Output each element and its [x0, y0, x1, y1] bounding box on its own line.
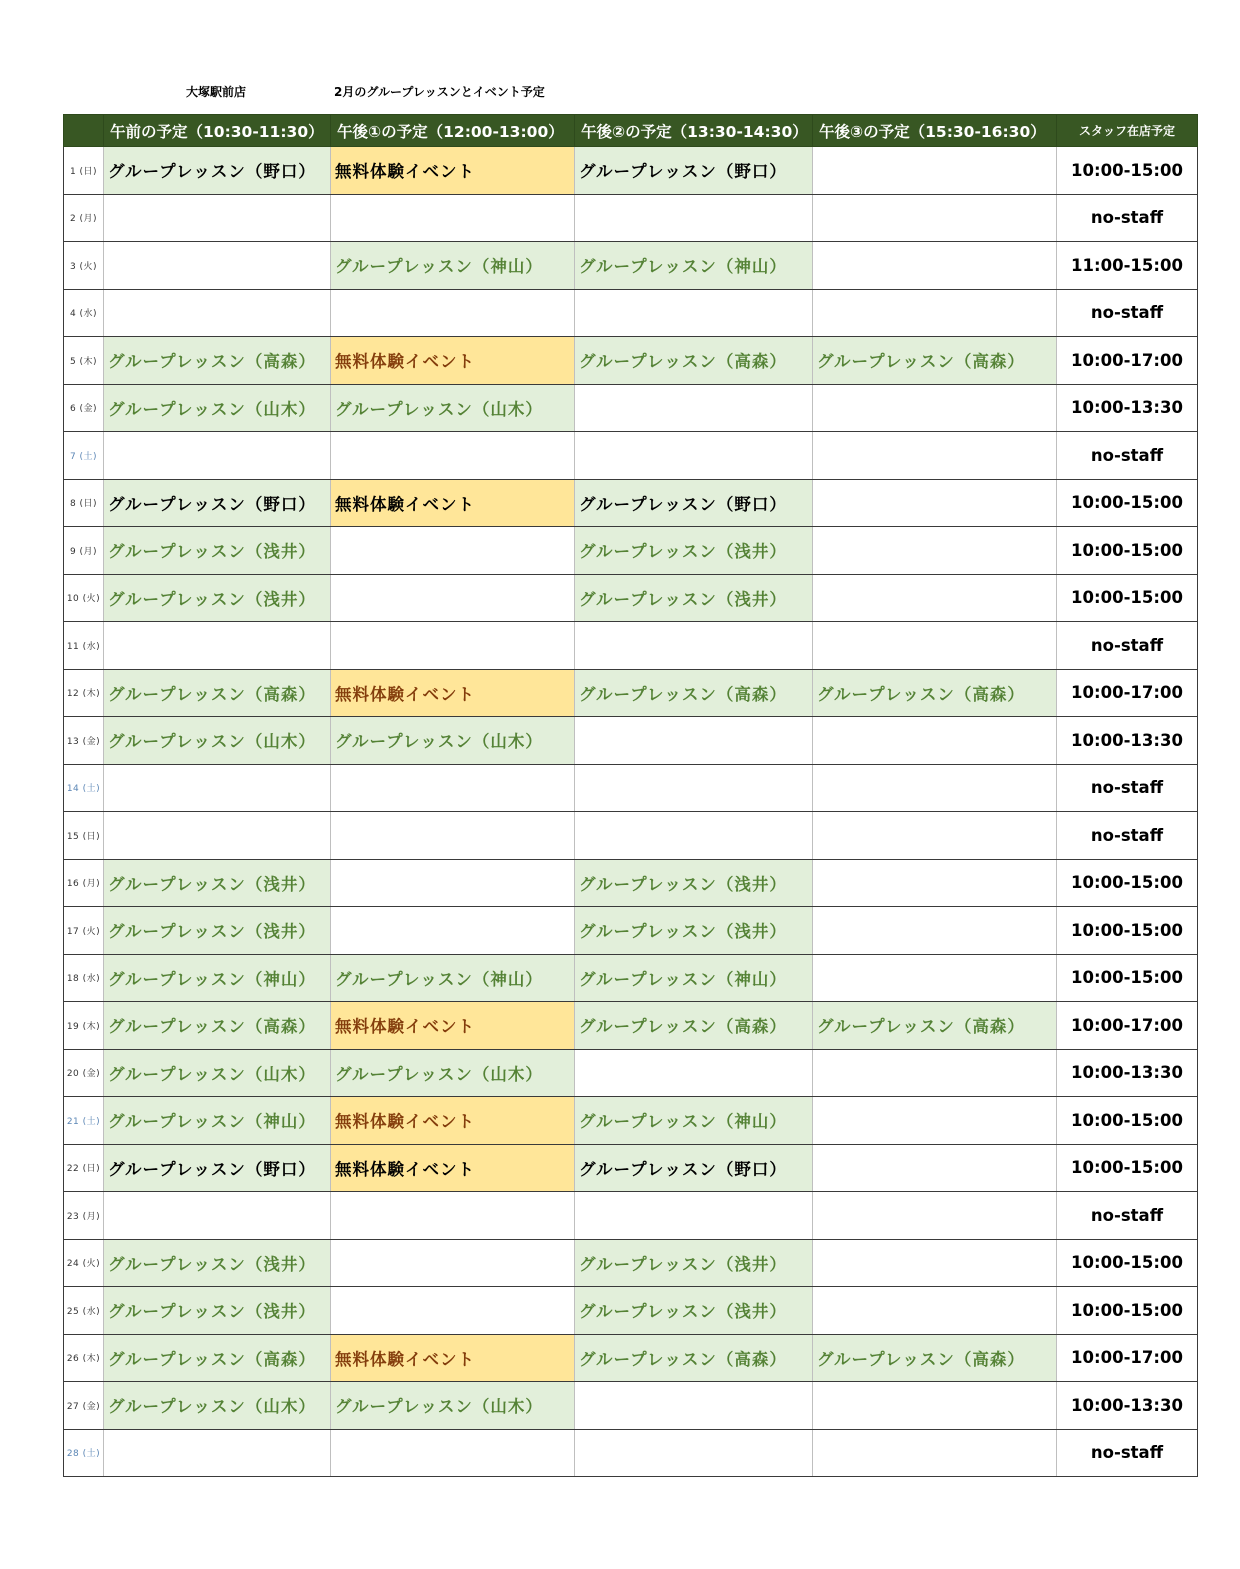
slot-p1: 無料体験イベント	[331, 337, 575, 385]
header-staff: スタッフ在店予定	[1057, 115, 1198, 147]
slot-p3	[813, 1239, 1057, 1287]
slot-p3	[813, 812, 1057, 860]
slot-am: グループレッスン（山木）	[104, 384, 331, 432]
staff-hours-cell: 10:00-13:30	[1057, 1382, 1198, 1430]
header-date	[64, 115, 104, 147]
slot-p2: グループレッスン（野口）	[575, 1144, 813, 1192]
staff-hours-cell: 10:00-15:00	[1057, 1144, 1198, 1192]
staff-hours-cell: no-staff	[1057, 764, 1198, 812]
slot-p3	[813, 764, 1057, 812]
staff-hours-cell: 10:00-15:00	[1057, 954, 1198, 1002]
staff-hours-cell: 10:00-17:00	[1057, 337, 1198, 385]
slot-am: グループレッスン（浅井）	[104, 1239, 331, 1287]
date-cell: 7 (土)	[64, 432, 104, 480]
slot-p2: グループレッスン（浅井）	[575, 1239, 813, 1287]
slot-p3: グループレッスン（高森）	[813, 1002, 1057, 1050]
slot-am	[104, 242, 331, 290]
slot-p2	[575, 1382, 813, 1430]
header-pm3: 午後③の予定（15:30-16:30）	[813, 115, 1057, 147]
table-row	[64, 1097, 1198, 1145]
date-cell: 14 (土)	[64, 764, 104, 812]
staff-hours-cell: 10:00-15:00	[1057, 1239, 1198, 1287]
date-cell: 26 (木)	[64, 1334, 104, 1382]
table-row	[64, 527, 1198, 575]
slot-am: グループレッスン（野口）	[104, 479, 331, 527]
date-cell: 21 (土)	[64, 1097, 104, 1145]
slot-p2: グループレッスン（野口）	[575, 147, 813, 195]
slot-am	[104, 764, 331, 812]
staff-hours-cell: 10:00-17:00	[1057, 669, 1198, 717]
staff-hours-cell: 10:00-15:00	[1057, 147, 1198, 195]
slot-am: グループレッスン（高森）	[104, 337, 331, 385]
slot-p1	[331, 907, 575, 955]
staff-hours-cell: 10:00-13:30	[1057, 1049, 1198, 1097]
date-cell: 22 (日)	[64, 1144, 104, 1192]
table-row	[64, 479, 1198, 527]
slot-p3	[813, 622, 1057, 670]
slot-p2	[575, 1049, 813, 1097]
slot-p2: グループレッスン（神山）	[575, 1097, 813, 1145]
table-row	[64, 717, 1198, 765]
table-row	[64, 147, 1198, 195]
date-cell: 16 (月)	[64, 859, 104, 907]
slot-p3	[813, 194, 1057, 242]
slot-p2: グループレッスン（浅井）	[575, 1287, 813, 1335]
slot-p2: グループレッスン（神山）	[575, 954, 813, 1002]
slot-p3	[813, 432, 1057, 480]
slot-p2: グループレッスン（高森）	[575, 669, 813, 717]
slot-p1	[331, 859, 575, 907]
slot-p1: 無料体験イベント	[331, 1144, 575, 1192]
slot-p2	[575, 1429, 813, 1477]
slot-p3	[813, 907, 1057, 955]
slot-p3	[813, 1049, 1057, 1097]
slot-p3	[813, 1287, 1057, 1335]
slot-p1: グループレッスン（山木）	[331, 717, 575, 765]
staff-hours-cell: 10:00-15:00	[1057, 479, 1198, 527]
slot-p1: グループレッスン（山木）	[331, 384, 575, 432]
slot-am: グループレッスン（山木）	[104, 717, 331, 765]
table-row	[64, 1429, 1198, 1477]
table-row	[64, 242, 1198, 290]
staff-hours-cell: 10:00-15:00	[1057, 574, 1198, 622]
slot-p1: グループレッスン（山木）	[331, 1382, 575, 1430]
slot-am	[104, 194, 331, 242]
staff-hours-cell: no-staff	[1057, 1192, 1198, 1240]
date-cell: 15 (日)	[64, 812, 104, 860]
table-row	[64, 1334, 1198, 1382]
slot-am: グループレッスン（浅井）	[104, 574, 331, 622]
slot-p2	[575, 764, 813, 812]
date-cell: 20 (金)	[64, 1049, 104, 1097]
staff-hours-cell: no-staff	[1057, 289, 1198, 337]
schedule-table	[63, 114, 1198, 1477]
table-row	[64, 337, 1198, 385]
slot-p2	[575, 384, 813, 432]
slot-p3	[813, 1192, 1057, 1240]
slot-am: グループレッスン（神山）	[104, 1097, 331, 1145]
slot-am: グループレッスン（野口）	[104, 147, 331, 195]
table-row	[64, 384, 1198, 432]
slot-p1	[331, 1192, 575, 1240]
slot-am: グループレッスン（浅井）	[104, 1287, 331, 1335]
slot-p3: グループレッスン（高森）	[813, 669, 1057, 717]
date-cell: 8 (日)	[64, 479, 104, 527]
slot-p3	[813, 1144, 1057, 1192]
slot-p1	[331, 289, 575, 337]
table-row	[64, 1049, 1198, 1097]
slot-am: グループレッスン（浅井）	[104, 907, 331, 955]
slot-p1	[331, 1287, 575, 1335]
staff-hours-cell: 10:00-15:00	[1057, 907, 1198, 955]
slot-am: グループレッスン（高森）	[104, 1002, 331, 1050]
table-row	[64, 1192, 1198, 1240]
table-row	[64, 954, 1198, 1002]
slot-p1: 無料体験イベント	[331, 147, 575, 195]
staff-hours-cell: 10:00-17:00	[1057, 1334, 1198, 1382]
slot-p1	[331, 194, 575, 242]
sheet-title: 2月のグループレッスンとイベント予定	[334, 85, 545, 99]
slot-p2: グループレッスン（高森）	[575, 337, 813, 385]
date-cell: 6 (金)	[64, 384, 104, 432]
slot-p2	[575, 812, 813, 860]
slot-p2: グループレッスン（浅井）	[575, 859, 813, 907]
slot-p1	[331, 574, 575, 622]
table-row	[64, 432, 1198, 480]
slot-am: グループレッスン（山木）	[104, 1049, 331, 1097]
slot-p1: 無料体験イベント	[331, 479, 575, 527]
slot-p3	[813, 289, 1057, 337]
slot-p1	[331, 812, 575, 860]
staff-hours-cell: no-staff	[1057, 432, 1198, 480]
slot-p3	[813, 384, 1057, 432]
table-row	[64, 812, 1198, 860]
staff-hours-cell: no-staff	[1057, 622, 1198, 670]
slot-p1: グループレッスン（山木）	[331, 1049, 575, 1097]
slot-p2: グループレッスン（神山）	[575, 242, 813, 290]
table-row	[64, 1382, 1198, 1430]
slot-p3	[813, 954, 1057, 1002]
date-cell: 11 (水)	[64, 622, 104, 670]
slot-p1: グループレッスン（神山）	[331, 954, 575, 1002]
slot-p2	[575, 194, 813, 242]
header-pm1: 午後①の予定（12:00-13:00）	[331, 115, 575, 147]
slot-p1	[331, 527, 575, 575]
date-cell: 28 (土)	[64, 1429, 104, 1477]
slot-am: グループレッスン（神山）	[104, 954, 331, 1002]
table-row	[64, 1287, 1198, 1335]
date-cell: 25 (水)	[64, 1287, 104, 1335]
staff-hours-cell: no-staff	[1057, 1429, 1198, 1477]
date-cell: 10 (火)	[64, 574, 104, 622]
table-row	[64, 289, 1198, 337]
slot-p1	[331, 622, 575, 670]
slot-am: グループレッスン（浅井）	[104, 527, 331, 575]
date-cell: 3 (火)	[64, 242, 104, 290]
date-cell: 13 (金)	[64, 717, 104, 765]
date-cell: 27 (金)	[64, 1382, 104, 1430]
table-row	[64, 669, 1198, 717]
slot-p2	[575, 717, 813, 765]
slot-am: グループレッスン（山木）	[104, 1382, 331, 1430]
slot-p1: 無料体験イベント	[331, 669, 575, 717]
slot-am: グループレッスン（高森）	[104, 669, 331, 717]
staff-hours-cell: 10:00-15:00	[1057, 1097, 1198, 1145]
date-cell: 5 (木)	[64, 337, 104, 385]
slot-p2: グループレッスン（浅井）	[575, 574, 813, 622]
slot-p3	[813, 859, 1057, 907]
table-row	[64, 1239, 1198, 1287]
table-row	[64, 1002, 1198, 1050]
date-cell: 1 (日)	[64, 147, 104, 195]
slot-p3	[813, 1429, 1057, 1477]
header-morning: 午前の予定（10:30-11:30）	[104, 115, 331, 147]
staff-hours-cell: 10:00-15:00	[1057, 527, 1198, 575]
slot-am	[104, 432, 331, 480]
slot-am	[104, 1192, 331, 1240]
slot-p1: 無料体験イベント	[331, 1097, 575, 1145]
store-name: 大塚駅前店	[186, 85, 247, 99]
slot-p2	[575, 432, 813, 480]
date-cell: 4 (水)	[64, 289, 104, 337]
slot-p3	[813, 1382, 1057, 1430]
staff-hours-cell: 10:00-13:30	[1057, 384, 1198, 432]
header-pm2: 午後②の予定（13:30-14:30）	[575, 115, 813, 147]
slot-p1: グループレッスン（神山）	[331, 242, 575, 290]
slot-p3	[813, 717, 1057, 765]
slot-p2: グループレッスン（高森）	[575, 1334, 813, 1382]
staff-hours-cell: 10:00-15:00	[1057, 1287, 1198, 1335]
slot-p3: グループレッスン（高森）	[813, 337, 1057, 385]
schedule-body	[64, 147, 1198, 1477]
staff-hours-cell: no-staff	[1057, 812, 1198, 860]
slot-p3	[813, 527, 1057, 575]
table-row	[64, 1144, 1198, 1192]
slot-p2	[575, 622, 813, 670]
staff-hours-cell: 10:00-17:00	[1057, 1002, 1198, 1050]
slot-p3	[813, 574, 1057, 622]
slot-p1	[331, 764, 575, 812]
date-cell: 9 (月)	[64, 527, 104, 575]
staff-hours-cell: 11:00-15:00	[1057, 242, 1198, 290]
slot-am	[104, 289, 331, 337]
slot-am: グループレッスン（浅井）	[104, 859, 331, 907]
slot-am	[104, 812, 331, 860]
slot-p3: グループレッスン（高森）	[813, 1334, 1057, 1382]
staff-hours-cell: 10:00-15:00	[1057, 859, 1198, 907]
table-row	[64, 907, 1198, 955]
slot-am: グループレッスン（野口）	[104, 1144, 331, 1192]
slot-am	[104, 622, 331, 670]
table-row	[64, 194, 1198, 242]
date-cell: 24 (火)	[64, 1239, 104, 1287]
staff-hours-cell: 10:00-13:30	[1057, 717, 1198, 765]
date-cell: 12 (木)	[64, 669, 104, 717]
slot-p2: グループレッスン（浅井）	[575, 907, 813, 955]
date-cell: 19 (木)	[64, 1002, 104, 1050]
slot-am	[104, 1429, 331, 1477]
slot-am: グループレッスン（高森）	[104, 1334, 331, 1382]
slot-p1: 無料体験イベント	[331, 1334, 575, 1382]
table-row	[64, 764, 1198, 812]
date-cell: 17 (火)	[64, 907, 104, 955]
date-cell: 23 (月)	[64, 1192, 104, 1240]
header-row	[64, 115, 1198, 147]
slot-p3	[813, 147, 1057, 195]
staff-hours-cell: no-staff	[1057, 194, 1198, 242]
slot-p3	[813, 479, 1057, 527]
date-cell: 2 (月)	[64, 194, 104, 242]
slot-p3	[813, 1097, 1057, 1145]
slot-p2: グループレッスン（野口）	[575, 479, 813, 527]
date-cell: 18 (水)	[64, 954, 104, 1002]
slot-p2	[575, 289, 813, 337]
slot-p1	[331, 1429, 575, 1477]
slot-p3	[813, 242, 1057, 290]
table-row	[64, 859, 1198, 907]
slot-p2	[575, 1192, 813, 1240]
table-row	[64, 622, 1198, 670]
slot-p2: グループレッスン（浅井）	[575, 527, 813, 575]
slot-p1: 無料体験イベント	[331, 1002, 575, 1050]
slot-p2: グループレッスン（高森）	[575, 1002, 813, 1050]
slot-p1	[331, 432, 575, 480]
slot-p1	[331, 1239, 575, 1287]
table-row	[64, 574, 1198, 622]
